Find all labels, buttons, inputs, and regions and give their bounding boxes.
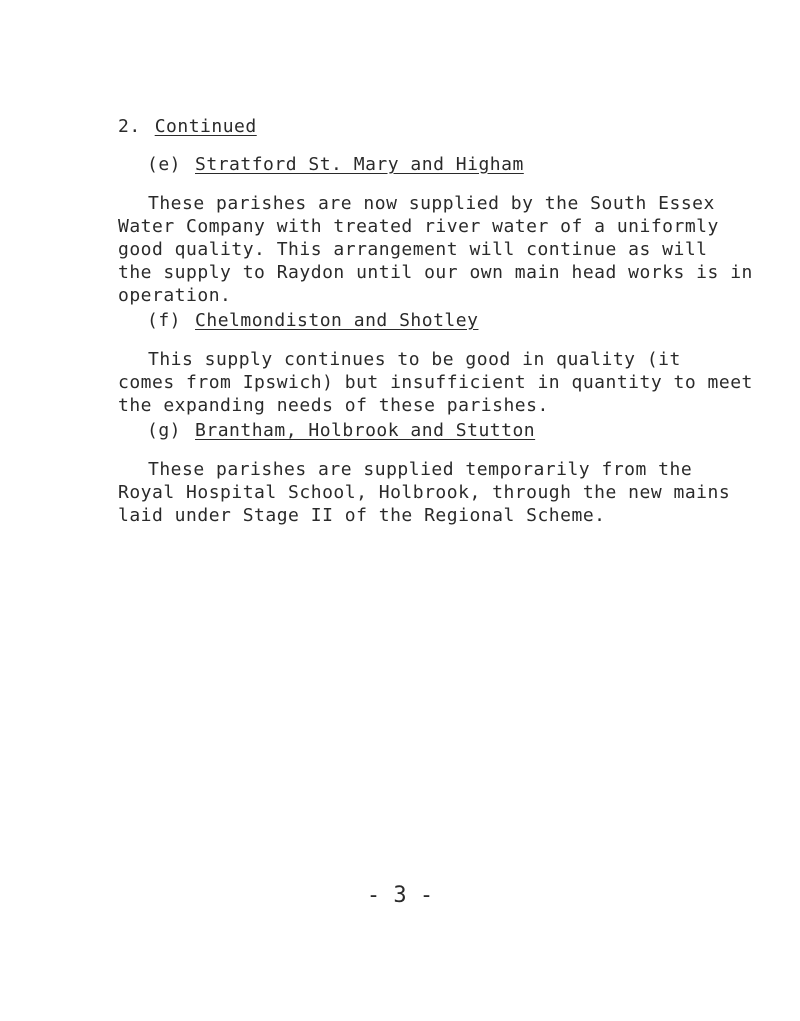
subsection-title: Brantham, Holbrook and Stutton [195, 420, 536, 441]
section-heading [118, 116, 257, 137]
subsection-title: Chelmondiston and Shotley [195, 310, 479, 331]
subsection-letter: (e) [147, 154, 182, 175]
paragraph-e [118, 192, 768, 307]
paragraph-line: Royal Hospital School, Holbrook, through the new mains [118, 482, 731, 503]
paragraph-line: Water Company with treated river water of a uniformly [118, 216, 719, 237]
paragraph-line: These parishes are now supplied by the South Essex [148, 193, 715, 214]
page-number: - 3 - [366, 883, 434, 908]
subsection-title: Stratford St. Mary and Higham [195, 154, 524, 175]
paragraph-line: laid under Stage II of the Regional Scheme. [118, 505, 606, 526]
section-label: Continued [154, 116, 257, 137]
section-number: 2. [118, 116, 141, 137]
paragraph-line: the expanding needs of these parishes. [118, 395, 549, 416]
subsection-heading-e [147, 154, 524, 175]
paragraph-line: This supply continues to be good in quality (it [148, 349, 681, 370]
subsection-letter: (f) [147, 310, 182, 331]
paragraph-line: operation. [118, 285, 232, 306]
subsection-letter: (g) [147, 420, 182, 441]
paragraph-line: comes from Ipswich) but insufficient in quantity to meet [118, 372, 753, 393]
subsection-heading-g [147, 420, 535, 441]
paragraph-line: These parishes are supplied temporarily from the [148, 459, 693, 480]
subsection-heading-f [147, 310, 478, 331]
paragraph-line: the supply to Raydon until our own main head works is in [118, 262, 753, 283]
paragraph-g [118, 458, 768, 527]
paragraph-f [118, 348, 768, 417]
paragraph-line: good quality. This arrangement will continue as will [118, 239, 708, 260]
